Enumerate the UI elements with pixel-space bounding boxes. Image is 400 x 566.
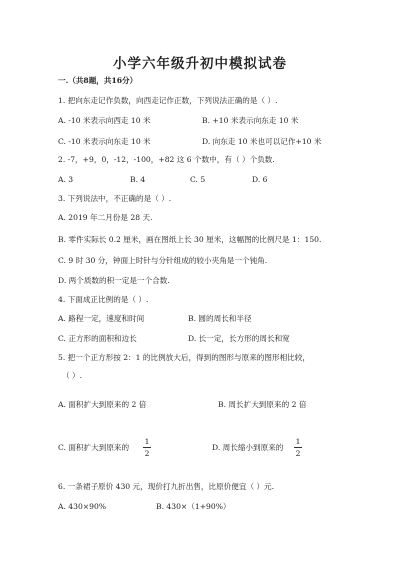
question-5-option-a: A. 面积扩大到原来的 2 倍 (58, 400, 147, 409)
question-4-option-c: C. 正方形的面积和边长 (58, 334, 137, 343)
fraction-denominator: 2 (295, 449, 301, 458)
question-4-option-d: D. 长一定，长方形的周长和宽 (188, 334, 290, 343)
fraction-bar (143, 447, 151, 448)
question-5-option-c-fraction (143, 437, 151, 458)
section-heading: 一.（共8题，共16分） (58, 76, 138, 85)
question-2-option-d: D. 6 (252, 175, 268, 184)
fraction-numerator: 1 (144, 437, 150, 446)
question-3-option-d: D. 两个质数的积一定是一个合数. (58, 276, 170, 285)
question-5-option-b: B. 周长扩大到原来的 2 倍 (218, 400, 307, 409)
question-2-option-c: C. 5 (190, 175, 206, 184)
question-1-option-b: B. +10 米表示向东走 10 米 (202, 116, 299, 125)
question-3-stem: 3. 下列说法中，不正确的是（ ）. (58, 194, 172, 203)
question-3-option-b: B. 零件实际长 0.2 厘米，画在图纸上长 30 厘米，这幅图的比例尺是 1：150. (58, 235, 322, 244)
question-4-stem: 4. 下面成正比例的是（ ）. (58, 295, 149, 304)
question-5-stem-line2: （ ）. (62, 371, 83, 380)
question-6-stem: 6. 一条裙子原价 430 元，现价打九折出售，比原价便宜（ ）元. (58, 482, 275, 491)
page-title: 小学六年级升初中模拟试卷 (113, 56, 287, 72)
fraction-numerator: 1 (295, 437, 301, 446)
question-1-option-d: D. 向东走 10 米也可以记作+10 米 (202, 137, 322, 146)
fraction-denominator: 2 (144, 449, 150, 458)
question-1-option-a: A. -10 米表示向西走 10 米 (58, 116, 151, 125)
question-2-option-a: A. 3 (58, 175, 74, 184)
question-3-option-a: A. 2019 年二月份是 28 天. (58, 213, 153, 222)
fraction-bar (294, 447, 302, 448)
question-6-option-a: A. 430×90% (58, 502, 107, 511)
question-5-option-d: D. 周长缩小到原来的 (212, 443, 284, 452)
question-5-option-c: C. 面积扩大到原来的 (58, 443, 130, 452)
question-5-option-d-fraction (294, 437, 302, 458)
question-1-stem: 1. 把向东走记作负数，向西走记作正数，下列说法正确的是（ ）. (58, 96, 278, 105)
question-2-stem: 2. -7，+9，0，-12，-100，+82 这 6 个数中，有（ ）个负数. (58, 155, 275, 164)
question-2-option-b: B. 4 (130, 175, 146, 184)
question-5-stem-line1: 5. 把一个正方形按 2：1 的比例放大后，得到的图形与原来的图形相比较， (58, 353, 310, 362)
question-1-option-c: C. -10 米表示向东走 10 米 (58, 137, 151, 146)
question-4-option-a: A. 路程一定，速度和时间 (58, 314, 145, 323)
question-3-option-c: C. 9 时 30 分，钟面上时针与分针组成的较小夹角是一个钝角. (58, 256, 268, 265)
question-6-option-b: B. 430×（1+90%） (156, 502, 231, 511)
question-4-option-b: B. 圆的周长和半径 (188, 314, 252, 323)
